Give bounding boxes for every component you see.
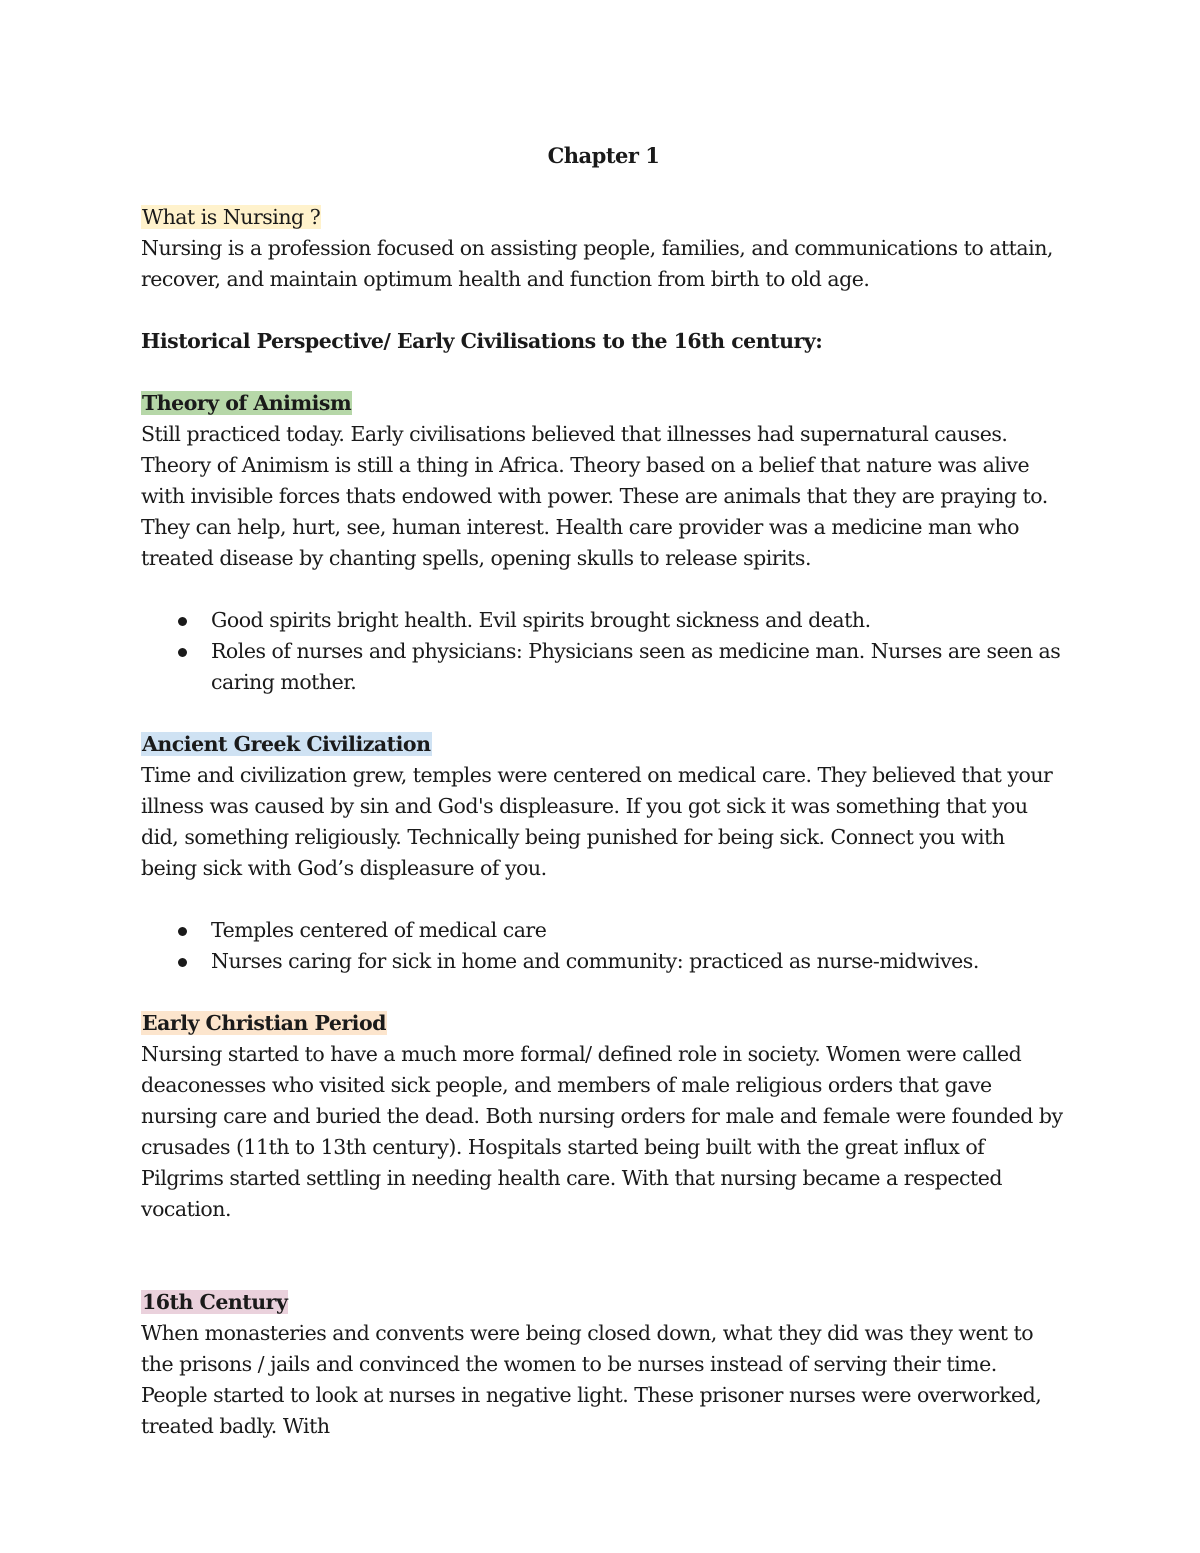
list-item-text: Nurses caring for sick in home and community: practiced as nurse-midwives. [211, 949, 979, 973]
spacer [141, 977, 1066, 1008]
section-heading-christian-text: Early Christian Period [142, 1011, 386, 1035]
list-item [211, 636, 1066, 698]
list-item-text: Roles of nurses and physicians: Physicians seen as medicine man. Nurses are seen as caring mother. [211, 639, 1061, 694]
list-item-text: Temples centered of medical care [211, 918, 547, 942]
section-paragraph-16th-century: When monasteries and convents were being closed down, what they did was they went to the prisons / jails and convinced the women to be nurses instead of serving their time. People started to look at nurses in negative light. These prisoner nurses were overworked, treated badly. With [141, 1321, 1042, 1438]
intro-heading-text: What is Nursing ? [142, 205, 321, 229]
section-heading-greek [141, 729, 1066, 760]
list-item [211, 946, 1066, 977]
spacer [141, 295, 1066, 326]
section-paragraph-christian: Nursing started to have a much more formal/ defined role in society. Women were called deaconesses who visited sick people, and members of male religious orders that gave nursing care and buried the dead. Both nursing orders for male and female were founded by crusades (11th to 13th century). Hospitals started being built with the great influx of Pilgrims started settling in needing health care. With that nursing became a respected vocation. [141, 1042, 1063, 1221]
section-heading-animism [141, 388, 1066, 419]
section-heading-christian [141, 1008, 1066, 1039]
spacer [141, 357, 1066, 388]
list-item [211, 915, 1066, 946]
spacer [141, 574, 1066, 605]
spacer [141, 1225, 1066, 1256]
section-heading-16th-century-text: 16th Century [142, 1290, 288, 1314]
spacer [141, 1256, 1066, 1287]
bullet-icon [178, 617, 187, 626]
bullet-icon [178, 648, 187, 657]
spacer [141, 698, 1066, 729]
section-paragraph-animism: Still practiced today. Early civilisations believed that illnesses had supernatural causes. Theory of Animism is still a thing in Africa. Theory based on a belief that nature was alive with invisible forces thats endowed with power. These are animals that they are praying to. They can help, hurt, see, human interest. Health care provider was a medicine man who treated disease by chanting spells, opening skulls to release spirits. [141, 422, 1048, 570]
section-heading-greek-text: Ancient Greek Civilization [142, 732, 431, 756]
bullet-icon [178, 927, 187, 936]
list-item-text: Good spirits bright health. Evil spirits brought sickness and death. [211, 608, 871, 632]
intro-paragraph: Nursing is a profession focused on assisting people, families, and communications to attain, recover, and maintain optimum health and function from birth to old age. [141, 236, 1053, 291]
bullet-list-animism [141, 605, 1066, 698]
historical-heading: Historical Perspective/ Early Civilisations to the 16th century: [141, 329, 823, 353]
section-heading-16th-century [141, 1287, 1066, 1318]
section-paragraph-greek: Time and civilization grew, temples were centered on medical care. They believed that your illness was caused by sin and God's displeasure. If you got sick it was something that you did, something religiously. Technically being punished for being sick. Connect you with being sick with God’s displeasure of you. [141, 763, 1053, 880]
list-item [211, 605, 1066, 636]
document-page [141, 140, 1066, 1442]
intro-heading [141, 202, 1066, 233]
bullet-list-greek [141, 915, 1066, 977]
spacer [141, 884, 1066, 915]
section-heading-animism-text: Theory of Animism [142, 391, 352, 415]
bullet-icon [178, 958, 187, 967]
page-title: Chapter 1 [547, 143, 660, 168]
